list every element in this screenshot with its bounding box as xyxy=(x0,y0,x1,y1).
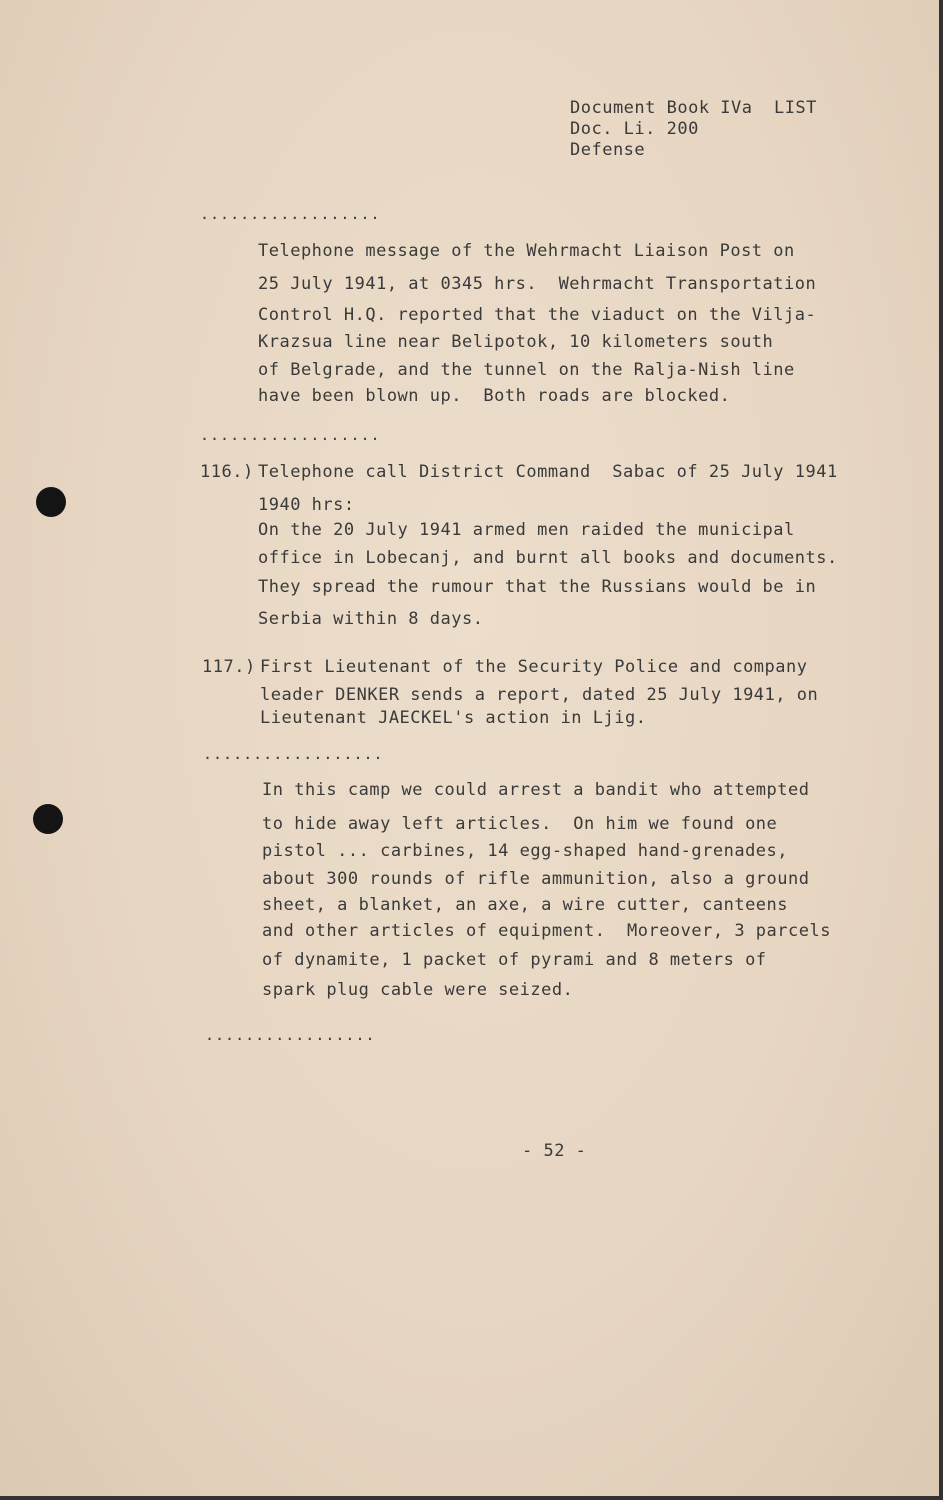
item-116-line: They spread the rumour that the Russians would be in xyxy=(258,577,817,597)
header-defense: Defense xyxy=(570,140,646,160)
para1-line: Krazsua line near Belipotok, 10 kilometers south xyxy=(258,332,774,352)
item-117-line: Lieutenant JAECKEL's action in Ljig. xyxy=(260,708,647,728)
para1-line: of Belgrade, and the tunnel on the Ralja-Nish line xyxy=(258,360,795,380)
item-116-line: On the 20 July 1941 armed men raided the municipal xyxy=(258,520,795,540)
separator-dots: .................. xyxy=(200,426,381,444)
para1-line: Control H.Q. reported that the viaduct on the Vilja- xyxy=(258,305,817,325)
scan-edge-bottom xyxy=(0,1496,943,1500)
item-116-line: 1940 hrs: xyxy=(258,495,355,515)
para1-line: 25 July 1941, at 0345 hrs. Wehrmacht Transportation xyxy=(258,274,817,294)
para1-line: have been blown up. Both roads are blocked. xyxy=(258,386,731,406)
item-117-number: 117.) xyxy=(202,657,256,677)
page-number: - 52 - xyxy=(522,1141,587,1161)
scan-edge-right xyxy=(939,0,943,1500)
item-116-line: Telephone call District Command Sabac of 25 July 1941 xyxy=(258,462,838,482)
item-117-line: leader DENKER sends a report, dated 25 July 1941, on xyxy=(260,685,819,705)
para2-line: and other articles of equipment. Moreover, 3 parcels xyxy=(262,921,831,941)
para2-line: spark plug cable were seized. xyxy=(262,980,574,1000)
punch-hole-top xyxy=(36,487,66,517)
separator-dots: ................. xyxy=(205,1026,376,1044)
item-116-line: office in Lobecanj, and burnt all books and documents. xyxy=(258,548,838,568)
para2-line: sheet, a blanket, an axe, a wire cutter, canteens xyxy=(262,895,789,915)
item-116-line: Serbia within 8 days. xyxy=(258,609,484,629)
para2-line: to hide away left articles. On him we found one xyxy=(262,814,778,834)
separator-dots: .................. xyxy=(203,745,384,763)
item-116-number: 116.) xyxy=(200,462,254,482)
header-doc-number: Doc. Li. 200 xyxy=(570,119,699,139)
para2-line: about 300 rounds of rifle ammunition, also a ground xyxy=(262,869,810,889)
para2-line: In this camp we could arrest a bandit who attempted xyxy=(262,780,810,800)
para1-line: Telephone message of the Wehrmacht Liaison Post on xyxy=(258,241,795,261)
item-117-line: First Lieutenant of the Security Police and company xyxy=(260,657,808,677)
punch-hole-bottom xyxy=(33,804,63,834)
separator-dots: .................. xyxy=(200,205,381,223)
para2-line: pistol ... carbines, 14 egg-shaped hand-grenades, xyxy=(262,841,789,861)
para2-line: of dynamite, 1 packet of pyrami and 8 meters of xyxy=(262,950,767,970)
header-document-book: Document Book IVa LIST xyxy=(570,98,817,118)
